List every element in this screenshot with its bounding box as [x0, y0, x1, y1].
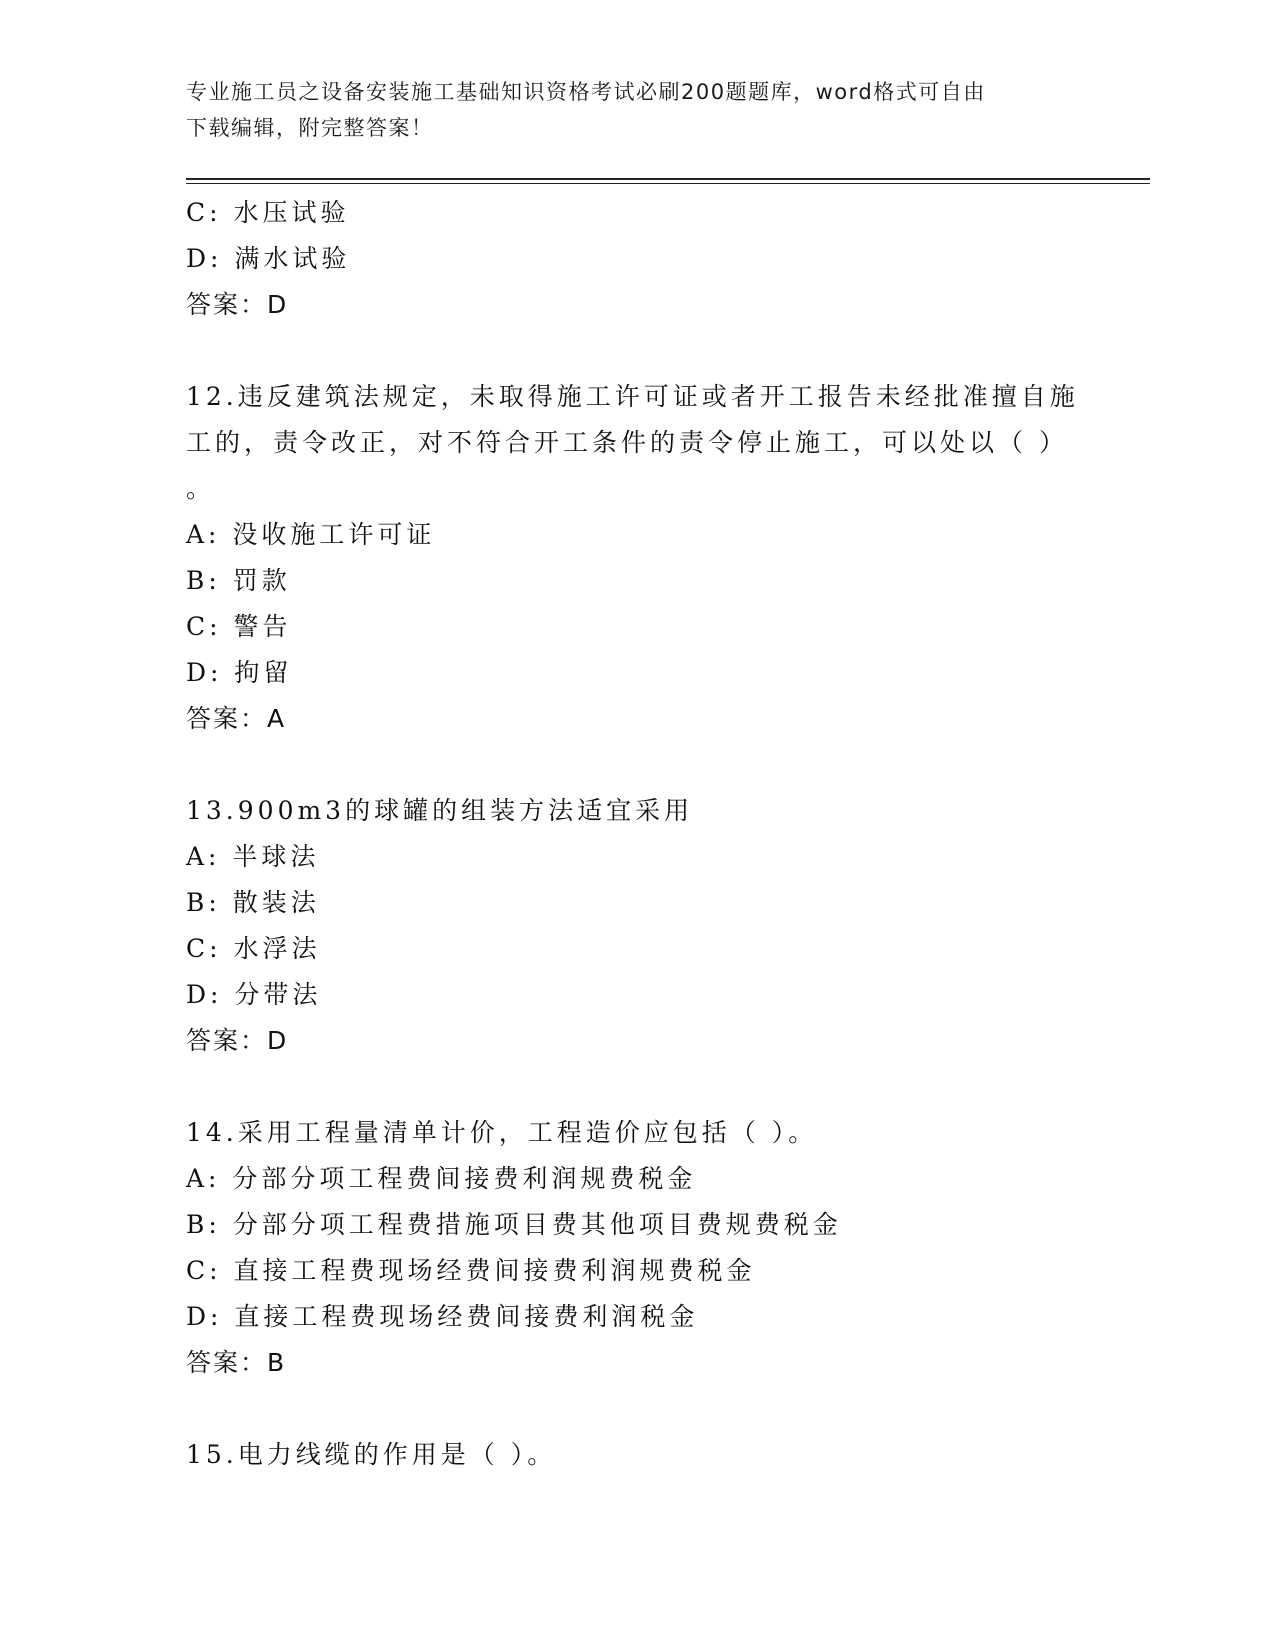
- header-line-2: 下载编辑，附完整答案！: [186, 116, 434, 140]
- option-c: C: 直接工程费现场经费间接费利润规费税金: [186, 1256, 756, 1285]
- question-stem-line: 15.电力线缆的作用是（ ）。: [186, 1440, 557, 1469]
- answer-line: 答案：D: [186, 1026, 289, 1055]
- header-line-1: 专业施工员之设备安装施工基础知识资格考试必刷200题题库，word格式可自由: [186, 80, 986, 104]
- question-11-tail: [186, 190, 1086, 328]
- option-a: A: 半球法: [186, 842, 320, 871]
- option-a: A: 分部分项工程费间接费利润规费税金: [186, 1164, 697, 1193]
- option-b: B: 罚款: [186, 566, 291, 595]
- option-b: B: 分部分项工程费措施项目费其他项目费规费税金: [186, 1210, 842, 1239]
- header-divider-thin: [186, 183, 1150, 184]
- option-d: D: 拘留: [186, 658, 293, 687]
- option-d: D: 满水试验: [186, 244, 351, 273]
- question-14: [186, 1110, 1086, 1386]
- option-d: D: 直接工程费现场经费间接费利润税金: [186, 1302, 699, 1331]
- spacer: [186, 1386, 1086, 1432]
- option-d: D: 分带法: [186, 980, 322, 1009]
- answer-line: 答案：D: [186, 290, 289, 319]
- question-13: [186, 788, 1086, 1064]
- header-divider-thick: [186, 178, 1150, 180]
- question-stem-line: 。: [186, 474, 216, 503]
- option-c: C: 水压试验: [186, 198, 350, 227]
- question-12: [186, 374, 1086, 742]
- question-list: [186, 190, 1086, 1478]
- answer-line: 答案：A: [186, 704, 287, 733]
- option-c: C: 水浮法: [186, 934, 321, 963]
- spacer: [186, 742, 1086, 788]
- spacer: [186, 1064, 1086, 1110]
- answer-line: 答案：B: [186, 1348, 287, 1377]
- spacer: [186, 328, 1086, 374]
- question-15: [186, 1432, 1086, 1478]
- question-stem-line: 工的，责令改正，对不符合开工条件的责令停止施工，可以处以（ ）: [186, 428, 1068, 457]
- question-stem-line: 14.采用工程量清单计价，工程造价应包括（ ）。: [186, 1118, 818, 1147]
- page-header: [186, 74, 1086, 146]
- question-stem-line: 13.900m3的球罐的组装方法适宜采用: [186, 796, 694, 825]
- option-c: C: 警告: [186, 612, 292, 641]
- option-a: A: 没收施工许可证: [186, 520, 436, 549]
- option-b: B: 散装法: [186, 888, 320, 917]
- question-stem-line: 12.违反建筑法规定，未取得施工许可证或者开工报告未经批准擅自施: [186, 382, 1079, 411]
